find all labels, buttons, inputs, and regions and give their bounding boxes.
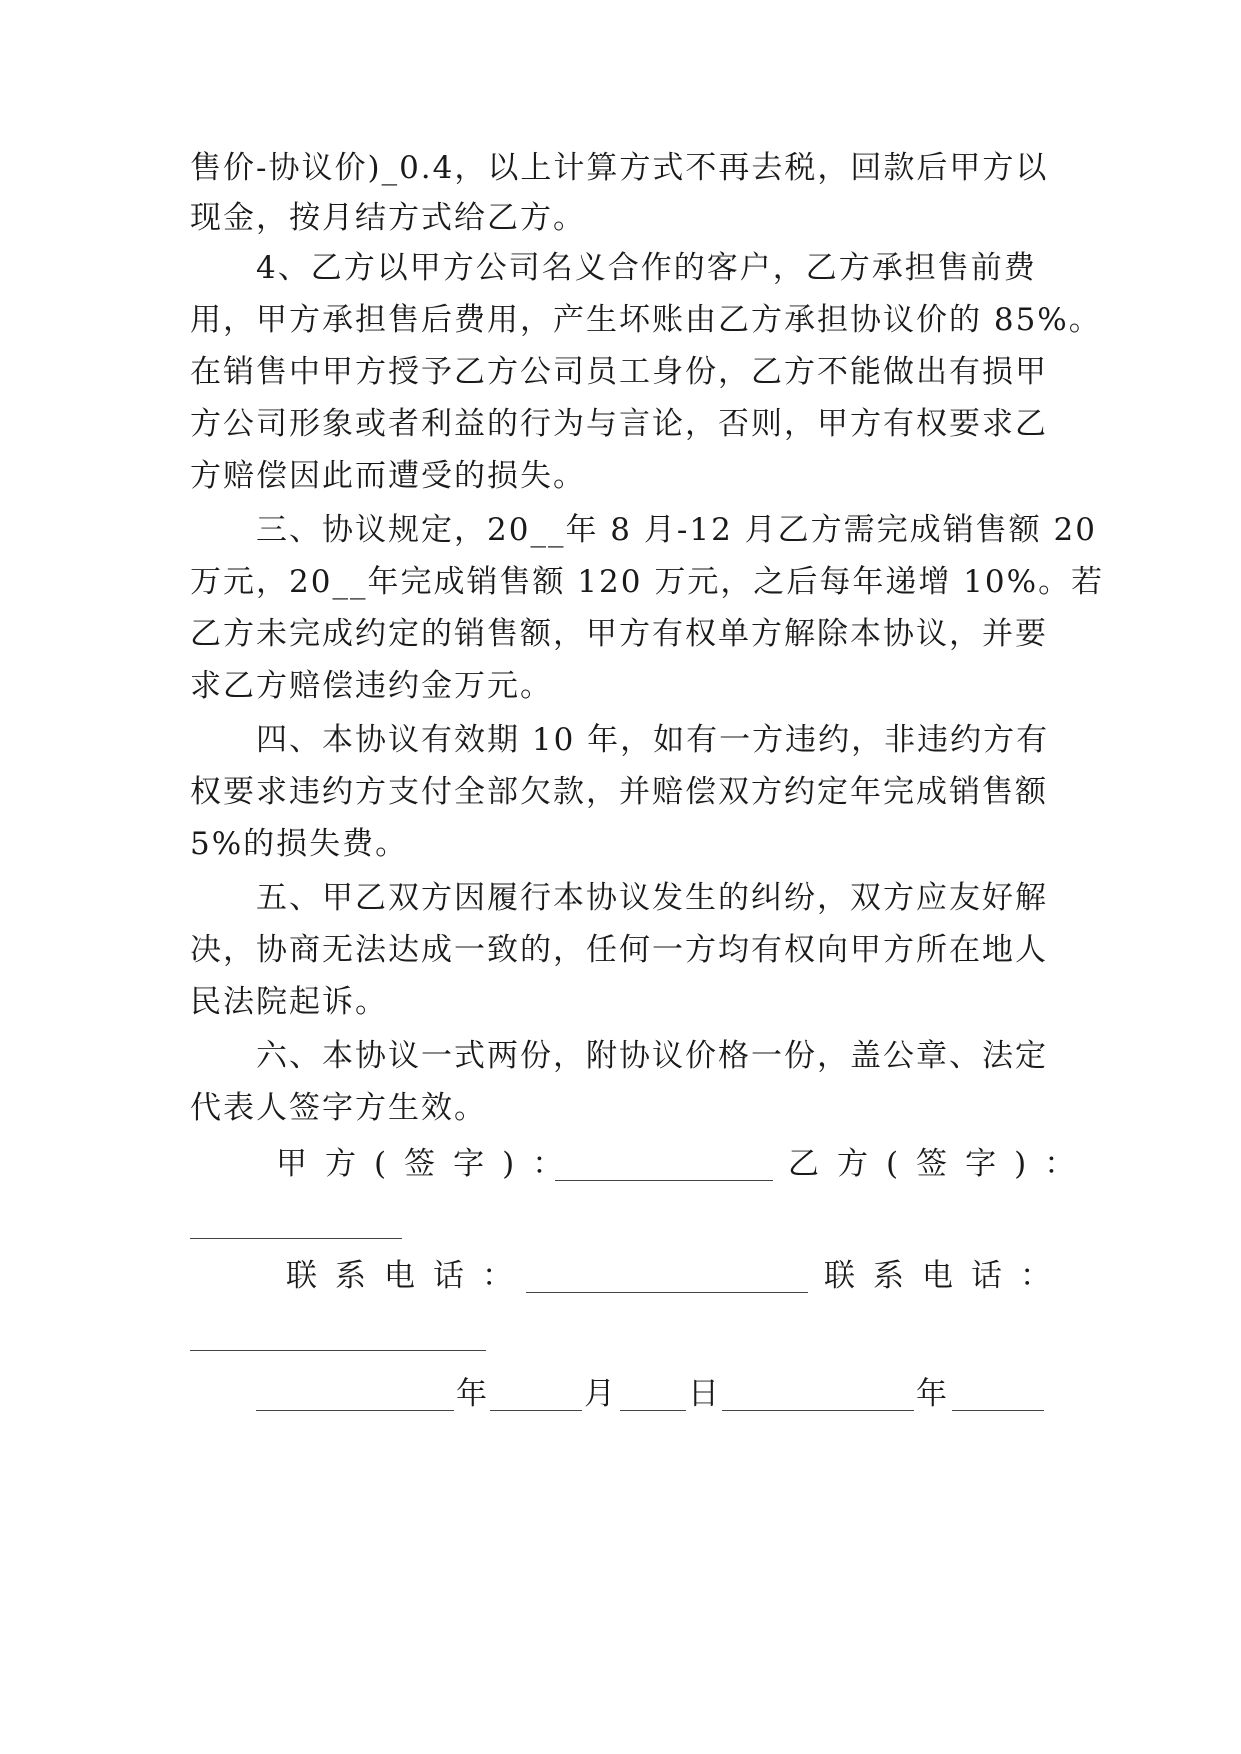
date-blank-month — [490, 1410, 582, 1411]
date-blank-trailing — [952, 1410, 1044, 1411]
paragraph-line: 五、甲乙双方因履行本协议发生的纠纷，双方应友好解 — [256, 880, 1048, 916]
paragraph-line: 在销售中甲方授予乙方公司员工身份，乙方不能做出有损甲 — [190, 354, 1048, 390]
paragraph-line: 三、协议规定，20__年 8 月-12 月乙方需完成销售额 20 — [256, 512, 1097, 548]
phone-a-blank — [526, 1292, 808, 1293]
paragraph-line: 5%的损失费。 — [190, 826, 409, 862]
paragraph-line: 求乙方赔偿违约金万元。 — [190, 668, 553, 704]
paragraph-line: 决，协商无法达成一致的，任何一方均有权向甲方所在地人 — [190, 932, 1048, 968]
paragraph-line: 代表人签字方生效。 — [190, 1090, 487, 1126]
date-year-label-2: 年 — [916, 1376, 949, 1412]
phone-b-label: 联系电话： — [824, 1258, 1069, 1294]
paragraph-line: 用，甲方承担售后费用，产生坏账由乙方承担协议价的 85%。 — [190, 302, 1102, 338]
paragraph-line: 现金，按月结方式给乙方。 — [190, 200, 586, 236]
paragraph-line: 方赔偿因此而遭受的损失。 — [190, 458, 586, 494]
phone-a-label: 联系电话： — [286, 1258, 531, 1294]
paragraph-line: 四、本协议有效期 10 年，如有一方违约，非违约方有 — [256, 722, 1050, 758]
paragraph-line: 售价-协议价)_0.4，以上计算方式不再去税，回款后甲方以 — [190, 150, 1049, 186]
paragraph-line: 4、乙方以甲方公司名义合作的客户，乙方承担售前费 — [256, 250, 1037, 286]
party-b-signature-label: 乙方(签字)： — [788, 1146, 1094, 1182]
paragraph-line: 权要求违约方支付全部欠款，并赔偿双方约定年完成销售额 — [190, 774, 1048, 810]
party-a-signature-label: 甲方(签字)： — [276, 1146, 582, 1182]
paragraph-line: 方公司形象或者利益的行为与言论，否则，甲方有权要求乙 — [190, 406, 1048, 442]
date-blank-year-2 — [722, 1410, 914, 1411]
paragraph-line: 六、本协议一式两份，附协议价格一份，盖公章、法定 — [256, 1038, 1048, 1074]
date-month-label: 月 — [584, 1376, 617, 1412]
party-a-signature-blank — [555, 1180, 773, 1181]
phone-b-blank — [190, 1350, 486, 1351]
party-b-signature-blank — [190, 1238, 402, 1239]
paragraph-line: 万元，20__年完成销售额 120 万元，之后每年递增 10%。若 — [190, 564, 1105, 600]
paragraph-line: 乙方未完成约定的销售额，甲方有权单方解除本协议，并要 — [190, 616, 1048, 652]
date-blank-year — [256, 1410, 454, 1411]
date-year-label: 年 — [456, 1376, 489, 1412]
date-blank-day — [620, 1410, 686, 1411]
date-day-label: 日 — [688, 1376, 721, 1412]
paragraph-line: 民法院起诉。 — [190, 984, 388, 1020]
